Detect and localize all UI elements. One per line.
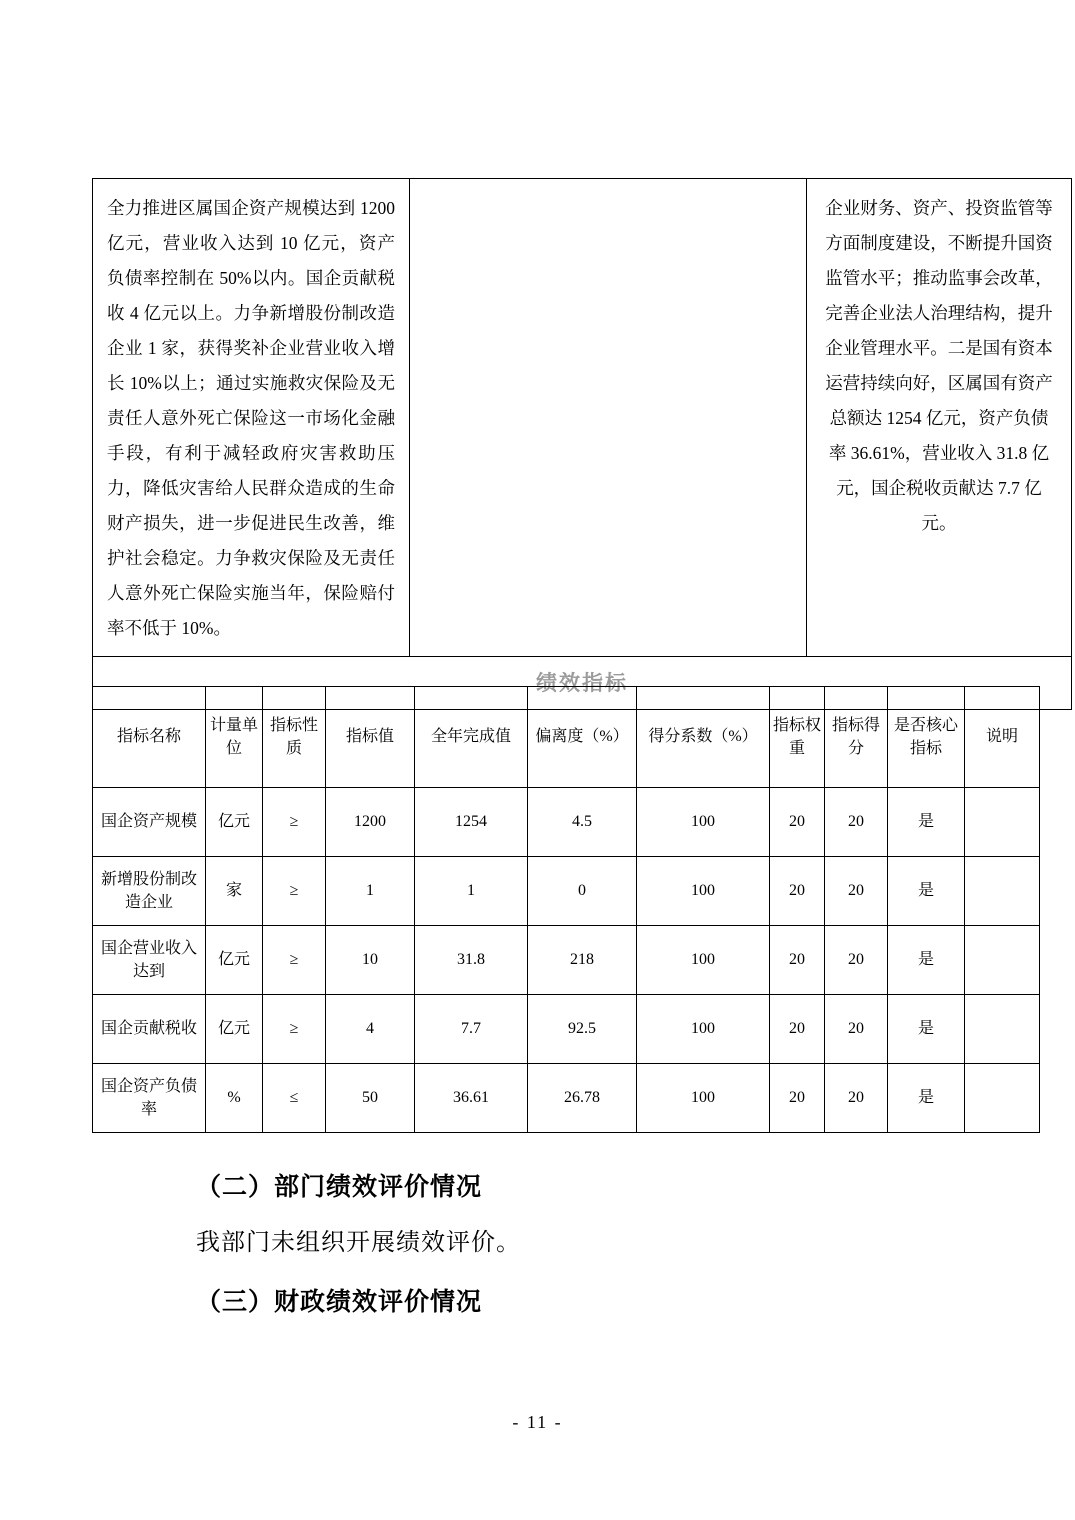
section-heading-dept-evaluation: （二）部门绩效评价情况	[196, 1174, 483, 1201]
kpi-header-deviation: 偏离度（%）	[528, 687, 637, 788]
kpi-cell-deviation: 0	[528, 857, 637, 926]
narrative-cell-targets	[93, 179, 410, 657]
kpi-cell-nature: ≥	[263, 788, 326, 857]
kpi-cell-coefficient: 100	[637, 1064, 770, 1133]
kpi-cell-weight: 20	[770, 995, 825, 1064]
kpi-cell-weight: 20	[770, 1064, 825, 1133]
kpi-cell-coefficient: 100	[637, 926, 770, 995]
kpi-cell-coefficient: 100	[637, 995, 770, 1064]
kpi-cell-deviation: 26.78	[528, 1064, 637, 1133]
kpi-header-name: 指标名称	[93, 687, 206, 788]
kpi-cell-name: 国企贡献税收	[93, 995, 206, 1064]
kpi-cell-deviation: 92.5	[528, 995, 637, 1064]
kpi-cell-core: 是	[888, 995, 965, 1064]
kpi-band-title: 绩效指标	[536, 672, 628, 695]
kpi-cell-core: 是	[888, 857, 965, 926]
kpi-cell-nature: ≥	[263, 995, 326, 1064]
kpi-cell-weight: 20	[770, 857, 825, 926]
narrative-cell-empty	[410, 179, 807, 657]
kpi-table	[92, 686, 1040, 1133]
narrative-results-text: 企业财务、资产、投资监管等方面制度建设，不断提升国资监管水平；推动监事会改革，完善企业法人治理结构，提升企业管理水平。二是国有资本运营持续向好，区属国有资产总额达 1254 亿元，资产负债率 36.61%，营业收入 31.8 亿元，国企税收贡献达 7.7 亿元。	[825, 198, 1053, 533]
kpi-cell-name: 国企资产规模	[93, 788, 206, 857]
kpi-cell-unit: 亿元	[206, 995, 263, 1064]
kpi-cell-actual: 31.8	[415, 926, 528, 995]
kpi-cell-name: 国企资产负债率	[93, 1064, 206, 1133]
kpi-cell-target: 1200	[326, 788, 415, 857]
kpi-header-weight: 指标权重	[770, 687, 825, 788]
kpi-header-actual: 全年完成值	[415, 687, 528, 788]
narrative-row	[93, 179, 1072, 657]
kpi-header-coefficient: 得分系数（%）	[637, 687, 770, 788]
narrative-table	[92, 178, 1072, 710]
kpi-cell-unit: 亿元	[206, 788, 263, 857]
table-row	[93, 1064, 1040, 1133]
kpi-header-target: 指标值	[326, 687, 415, 788]
table-row	[93, 995, 1040, 1064]
kpi-table-head	[93, 687, 1040, 788]
kpi-cell-actual: 1	[415, 857, 528, 926]
kpi-cell-unit: 家	[206, 857, 263, 926]
kpi-cell-score: 20	[825, 1064, 888, 1133]
kpi-cell-target: 4	[326, 995, 415, 1064]
kpi-cell-target: 10	[326, 926, 415, 995]
kpi-cell-note	[965, 995, 1040, 1064]
kpi-cell-nature: ≤	[263, 1064, 326, 1133]
kpi-cell-target: 1	[326, 857, 415, 926]
kpi-cell-actual: 36.61	[415, 1064, 528, 1133]
table-row	[93, 857, 1040, 926]
kpi-table-body	[93, 788, 1040, 1133]
kpi-cell-target: 50	[326, 1064, 415, 1133]
kpi-cell-actual: 7.7	[415, 995, 528, 1064]
kpi-cell-score: 20	[825, 857, 888, 926]
kpi-cell-note	[965, 1064, 1040, 1133]
kpi-cell-deviation: 4.5	[528, 788, 637, 857]
kpi-cell-actual: 1254	[415, 788, 528, 857]
kpi-header-unit: 计量单位	[206, 687, 263, 788]
kpi-cell-name: 新增股份制改造企业	[93, 857, 206, 926]
kpi-cell-score: 20	[825, 995, 888, 1064]
kpi-cell-coefficient: 100	[637, 788, 770, 857]
section-paragraph-dept-evaluation: 我部门未组织开展绩效评价。	[196, 1230, 521, 1256]
kpi-cell-core: 是	[888, 1064, 965, 1133]
kpi-cell-nature: ≥	[263, 926, 326, 995]
kpi-cell-core: 是	[888, 788, 965, 857]
kpi-header-note: 说明	[965, 687, 1040, 788]
kpi-cell-nature: ≥	[263, 857, 326, 926]
table-row	[93, 926, 1040, 995]
kpi-cell-note	[965, 926, 1040, 995]
kpi-cell-coefficient: 100	[637, 857, 770, 926]
narrative-cell-results	[807, 179, 1072, 657]
kpi-cell-unit: %	[206, 1064, 263, 1133]
kpi-cell-note	[965, 788, 1040, 857]
kpi-cell-unit: 亿元	[206, 926, 263, 995]
kpi-header-core: 是否核心指标	[888, 687, 965, 788]
table-row	[93, 788, 1040, 857]
kpi-header-score: 指标得分	[825, 687, 888, 788]
narrative-targets-text: 全力推进区属国企资产规模达到 1200 亿元，营业收入达到 10 亿元，资产负债率控制在 50%以内。国企贡献税收 4 亿元以上。力争新增股份制改造企业 1 家，获得奖补企业营业收入增长 10%以上；通过实施救灾保险及无责任人意外死亡保险这一市场化金融手段，有利于减轻政府灾害救助压力，降低灾害给人民群众造成的生命财产损失，进一步促进民生改善，维护社会稳定。力争救灾保险及无责任人意外死亡保险实施当年，保险赔付率不低于 10%。	[107, 198, 395, 638]
kpi-header-row	[93, 687, 1040, 788]
kpi-cell-score: 20	[825, 788, 888, 857]
kpi-header-nature: 指标性质	[263, 687, 326, 788]
kpi-cell-name: 国企营业收入达到	[93, 926, 206, 995]
kpi-cell-weight: 20	[770, 926, 825, 995]
section-heading-fiscal-evaluation: （三）财政绩效评价情况	[196, 1289, 483, 1316]
kpi-cell-weight: 20	[770, 788, 825, 857]
page-number: - 11 -	[512, 1412, 563, 1432]
kpi-cell-note	[965, 857, 1040, 926]
kpi-cell-score: 20	[825, 926, 888, 995]
kpi-cell-deviation: 218	[528, 926, 637, 995]
kpi-cell-core: 是	[888, 926, 965, 995]
